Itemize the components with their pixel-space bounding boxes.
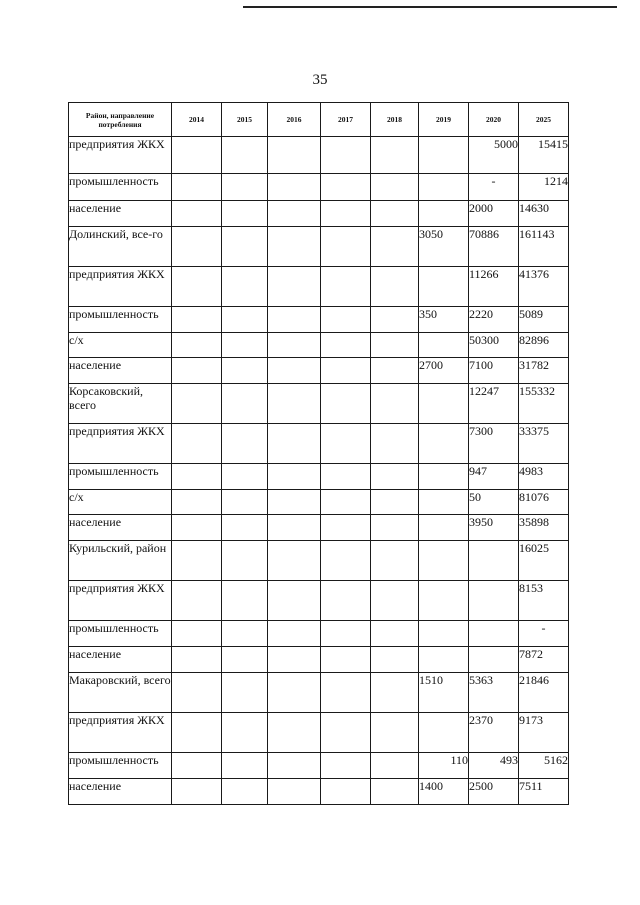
table-cell	[172, 333, 222, 358]
table-cell	[321, 673, 371, 713]
table-cell: 3950	[469, 515, 519, 541]
table-cell	[268, 713, 321, 753]
table-cell	[222, 137, 268, 174]
table-cell	[172, 490, 222, 515]
table-cell: 31782	[519, 358, 569, 384]
table-cell	[321, 779, 371, 805]
table-cell: 2000	[469, 201, 519, 227]
table-cell	[268, 358, 321, 384]
table-row	[69, 384, 569, 424]
table-cell: 5363	[469, 673, 519, 713]
row-label: Долинский, все-го	[69, 227, 172, 267]
table-cell: 2500	[469, 779, 519, 805]
row-label: Курильский, район	[69, 541, 172, 581]
table-cell	[268, 541, 321, 581]
table-cell: 1510	[419, 673, 469, 713]
table-cell	[321, 621, 371, 647]
table-cell: 5089	[519, 307, 569, 333]
table-cell	[222, 581, 268, 621]
table-cell	[321, 384, 371, 424]
table-cell	[321, 713, 371, 753]
table-cell	[268, 333, 321, 358]
table-cell	[222, 201, 268, 227]
table-cell	[321, 137, 371, 174]
table-cell	[371, 358, 419, 384]
table-cell	[321, 424, 371, 464]
top-rule	[243, 6, 617, 8]
table-cell	[419, 333, 469, 358]
table-cell	[371, 621, 419, 647]
row-label: с/х	[69, 490, 172, 515]
table-cell	[321, 581, 371, 621]
table-cell	[268, 673, 321, 713]
table-cell	[222, 490, 268, 515]
table-cell	[321, 464, 371, 490]
row-label: население	[69, 647, 172, 673]
table-row	[69, 673, 569, 713]
table-row	[69, 779, 569, 805]
table-cell	[321, 201, 371, 227]
row-label: предприятия ЖКХ	[69, 581, 172, 621]
table-cell: 14630	[519, 201, 569, 227]
table-cell	[419, 384, 469, 424]
table-cell	[419, 464, 469, 490]
table-cell: 11266	[469, 267, 519, 307]
table-cell	[371, 753, 419, 779]
table-cell	[419, 541, 469, 581]
table-body	[69, 137, 569, 805]
table-cell	[268, 647, 321, 673]
row-label: Макаровский, всего	[69, 673, 172, 713]
table-header-row	[69, 103, 569, 137]
table-cell	[222, 621, 268, 647]
table-cell: 70886	[469, 227, 519, 267]
table-cell	[321, 174, 371, 201]
table-cell	[172, 673, 222, 713]
row-label: население	[69, 358, 172, 384]
table-cell: 5162	[519, 753, 569, 779]
header-2014: 2014	[172, 103, 222, 137]
table-cell	[371, 307, 419, 333]
table-cell: 15415	[519, 137, 569, 174]
table-cell	[268, 581, 321, 621]
table-row	[69, 227, 569, 267]
table-cell	[419, 267, 469, 307]
table-cell	[268, 384, 321, 424]
header-district: Район, направление потребления	[69, 103, 172, 137]
table-cell: 50	[469, 490, 519, 515]
table-cell	[321, 307, 371, 333]
table-cell	[172, 384, 222, 424]
table-cell	[172, 174, 222, 201]
table-cell	[172, 424, 222, 464]
table-cell	[268, 174, 321, 201]
table-cell	[419, 137, 469, 174]
table-cell	[172, 464, 222, 490]
table-cell	[172, 267, 222, 307]
row-label: население	[69, 515, 172, 541]
table-cell: 50300	[469, 333, 519, 358]
table-cell	[321, 333, 371, 358]
header-2015: 2015	[222, 103, 268, 137]
table-cell	[419, 424, 469, 464]
table-cell	[268, 515, 321, 541]
row-label: промышленность	[69, 464, 172, 490]
table-cell	[268, 424, 321, 464]
table-row	[69, 267, 569, 307]
table-row	[69, 621, 569, 647]
header-2016: 2016	[268, 103, 321, 137]
table-cell: 155332	[519, 384, 569, 424]
table-cell: 33375	[519, 424, 569, 464]
table-cell: 7872	[519, 647, 569, 673]
table-cell	[172, 779, 222, 805]
table-cell	[419, 621, 469, 647]
table-cell	[321, 490, 371, 515]
table-cell: 16025	[519, 541, 569, 581]
table-cell	[222, 333, 268, 358]
table-cell: 1214	[519, 174, 569, 201]
table-cell	[419, 490, 469, 515]
table-row	[69, 307, 569, 333]
table-cell	[321, 541, 371, 581]
row-label: с/х	[69, 333, 172, 358]
table-cell: 8153	[519, 581, 569, 621]
table-cell	[268, 464, 321, 490]
table-cell	[268, 227, 321, 267]
table-cell	[172, 581, 222, 621]
table-cell	[371, 384, 419, 424]
table-cell: 2370	[469, 713, 519, 753]
table-cell	[222, 464, 268, 490]
table-cell	[469, 581, 519, 621]
table-cell: 2700	[419, 358, 469, 384]
table-cell	[371, 515, 419, 541]
table-cell: 9173	[519, 713, 569, 753]
table-cell	[222, 424, 268, 464]
table-row	[69, 581, 569, 621]
header-2019: 2019	[419, 103, 469, 137]
row-label: промышленность	[69, 753, 172, 779]
table-row	[69, 753, 569, 779]
table-cell	[371, 490, 419, 515]
table-cell: 4983	[519, 464, 569, 490]
table-cell	[268, 201, 321, 227]
table-cell: 35898	[519, 515, 569, 541]
table-cell	[268, 753, 321, 779]
header-2017: 2017	[321, 103, 371, 137]
table-row	[69, 137, 569, 174]
table-row	[69, 464, 569, 490]
table-row	[69, 541, 569, 581]
table-cell: -	[469, 174, 519, 201]
table-cell: 493	[469, 753, 519, 779]
table-cell	[469, 621, 519, 647]
table-cell	[222, 227, 268, 267]
table-cell	[268, 621, 321, 647]
table-cell: -	[519, 621, 569, 647]
table-cell	[222, 673, 268, 713]
table-cell	[172, 647, 222, 673]
table-cell	[321, 227, 371, 267]
table-cell	[222, 541, 268, 581]
table-row	[69, 647, 569, 673]
row-label: предприятия ЖКХ	[69, 137, 172, 174]
table-cell	[321, 515, 371, 541]
table-cell	[371, 267, 419, 307]
table-cell	[419, 201, 469, 227]
row-label: Корсаковский, всего	[69, 384, 172, 424]
table-cell: 12247	[469, 384, 519, 424]
table-cell: 7511	[519, 779, 569, 805]
row-label: промышленность	[69, 307, 172, 333]
table-cell	[222, 515, 268, 541]
table-cell: 1400	[419, 779, 469, 805]
table-cell	[222, 713, 268, 753]
page-number: 35	[312, 72, 328, 88]
table-cell	[172, 201, 222, 227]
row-label: промышленность	[69, 621, 172, 647]
table-row	[69, 174, 569, 201]
table-row	[69, 424, 569, 464]
table-cell: 161143	[519, 227, 569, 267]
table-cell	[419, 713, 469, 753]
table-cell	[419, 174, 469, 201]
table-cell	[419, 581, 469, 621]
table-cell	[321, 358, 371, 384]
table-cell: 82896	[519, 333, 569, 358]
row-label: предприятия ЖКХ	[69, 267, 172, 307]
table-row	[69, 333, 569, 358]
table-cell: 947	[469, 464, 519, 490]
table-cell	[371, 581, 419, 621]
table-cell	[268, 490, 321, 515]
table-cell	[222, 753, 268, 779]
row-label: население	[69, 201, 172, 227]
table-cell	[172, 358, 222, 384]
table-cell	[172, 515, 222, 541]
table-row	[69, 490, 569, 515]
table-cell	[172, 307, 222, 333]
table-cell	[268, 779, 321, 805]
table-cell	[172, 541, 222, 581]
table-cell	[371, 227, 419, 267]
table-cell	[268, 267, 321, 307]
table-cell	[172, 621, 222, 647]
row-label: предприятия ЖКХ	[69, 424, 172, 464]
table-cell	[222, 174, 268, 201]
table-cell	[371, 673, 419, 713]
row-label: население	[69, 779, 172, 805]
table-cell: 350	[419, 307, 469, 333]
table-cell	[371, 541, 419, 581]
data-table	[68, 102, 569, 805]
table-cell: 3050	[419, 227, 469, 267]
table-cell: 5000	[469, 137, 519, 174]
table-cell	[371, 174, 419, 201]
table-row	[69, 201, 569, 227]
table-cell	[172, 713, 222, 753]
table-cell	[268, 137, 321, 174]
table-cell	[371, 713, 419, 753]
table-cell	[371, 201, 419, 227]
table-cell	[371, 424, 419, 464]
table-cell	[222, 307, 268, 333]
table-cell	[371, 464, 419, 490]
header-2020: 2020	[469, 103, 519, 137]
table-cell	[321, 267, 371, 307]
table-cell	[222, 384, 268, 424]
table-cell	[371, 647, 419, 673]
table-cell: 21846	[519, 673, 569, 713]
table-cell	[222, 358, 268, 384]
table-cell: 7100	[469, 358, 519, 384]
table-cell	[469, 647, 519, 673]
row-label: промышленность	[69, 174, 172, 201]
table-cell: 110	[419, 753, 469, 779]
table-row	[69, 515, 569, 541]
table-cell	[172, 753, 222, 779]
table-cell	[222, 779, 268, 805]
table-cell	[419, 647, 469, 673]
table-cell	[222, 267, 268, 307]
table-cell	[419, 515, 469, 541]
table-cell: 7300	[469, 424, 519, 464]
table-cell	[222, 647, 268, 673]
table-cell	[371, 333, 419, 358]
table-cell: 81076	[519, 490, 569, 515]
header-2018: 2018	[371, 103, 419, 137]
table-cell	[469, 541, 519, 581]
header-2025: 2025	[519, 103, 569, 137]
table-cell	[371, 137, 419, 174]
table-cell	[321, 753, 371, 779]
table-cell: 2220	[469, 307, 519, 333]
table-cell	[321, 647, 371, 673]
table-cell	[172, 137, 222, 174]
table-cell	[172, 227, 222, 267]
table-cell	[371, 779, 419, 805]
row-label: предприятия ЖКХ	[69, 713, 172, 753]
table-cell: 41376	[519, 267, 569, 307]
table-cell	[268, 307, 321, 333]
table-row	[69, 358, 569, 384]
table-row	[69, 713, 569, 753]
